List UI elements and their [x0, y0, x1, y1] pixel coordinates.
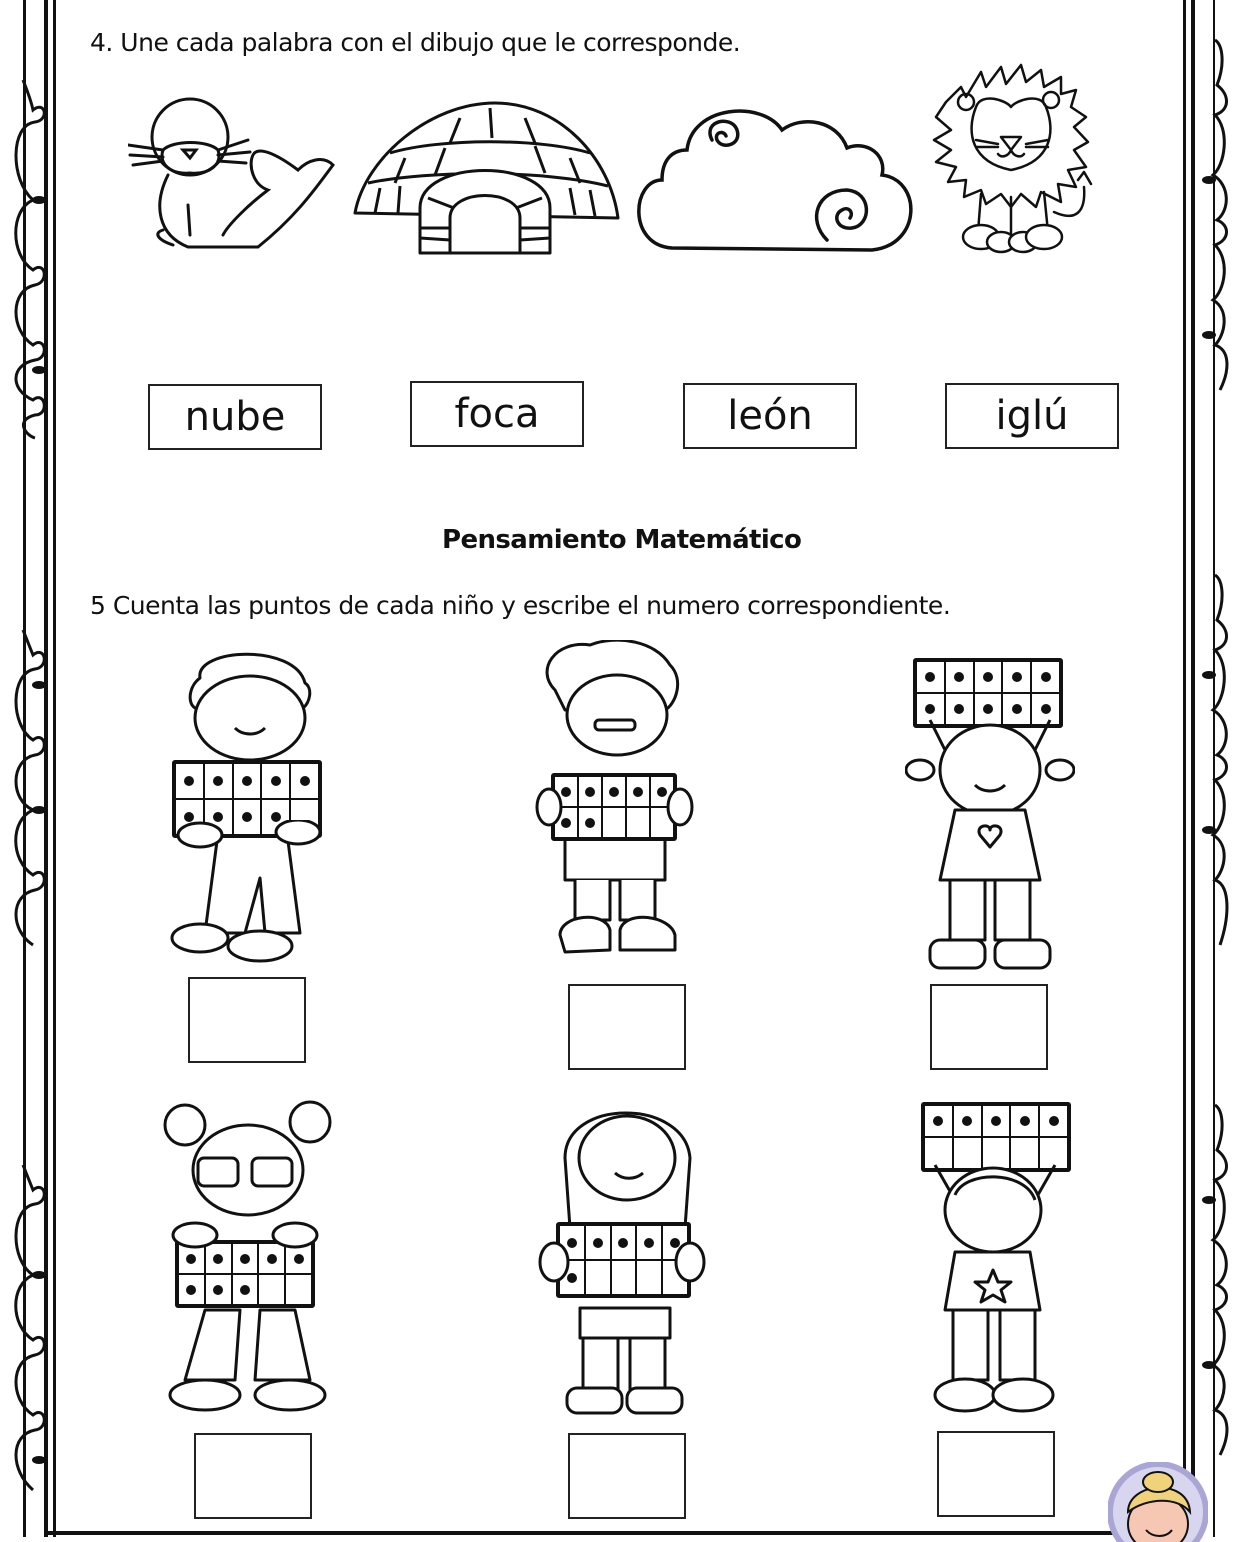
boy-1-hands-icon — [175, 820, 325, 850]
girl-2-hands-icon — [170, 1220, 320, 1250]
ten-frame-girl-2 — [175, 1240, 315, 1308]
ten-frame-cell-dot — [916, 661, 945, 693]
vine-right-bottom-icon — [1195, 1100, 1240, 1460]
ten-frame-cell-empty — [258, 1274, 285, 1305]
frame-right-inner-1 — [1183, 0, 1186, 1537]
ten-frame-cell-dot — [1031, 661, 1060, 693]
boy-3-figure-icon — [915, 1160, 1075, 1422]
ten-frame-cell-dot — [205, 1274, 232, 1305]
exercise-4-instruction: 4. Une cada palabra con el dibujo que le corresponde. — [90, 28, 741, 57]
ten-frame-cell-dot — [945, 661, 974, 693]
word-box-nube[interactable]: nube — [148, 384, 322, 450]
vine-left-bottom-icon — [5, 1160, 50, 1500]
ten-frame-cell-dot — [178, 1274, 205, 1305]
seal-icon[interactable] — [128, 95, 338, 255]
answer-box-boy-1[interactable] — [188, 977, 306, 1063]
ten-frame-cell-dot — [233, 763, 262, 799]
frame-left-inner-2 — [53, 0, 56, 1537]
ten-frame-cell-dot — [1002, 661, 1031, 693]
answer-box-girl-3[interactable] — [568, 1433, 686, 1519]
vine-right-top-icon — [1195, 35, 1240, 395]
answer-box-boy-3[interactable] — [937, 1431, 1055, 1517]
author-logo-icon — [1108, 1462, 1208, 1542]
answer-box-girl-2[interactable] — [194, 1433, 312, 1519]
word-box-foca[interactable]: foca — [410, 381, 584, 447]
ten-frame-cell-dot — [204, 763, 233, 799]
ten-frame-cell-dot — [982, 1105, 1011, 1137]
ten-frame-cell-dot — [290, 763, 319, 799]
vine-right-middle-icon — [1195, 570, 1240, 950]
frame-bottom — [48, 1531, 1188, 1535]
ten-frame-cell-dot — [953, 1105, 982, 1137]
girl-3-hands-icon — [538, 1240, 708, 1285]
vine-left-top-icon — [5, 70, 50, 440]
answer-box-boy-2[interactable] — [568, 984, 686, 1070]
lion-icon[interactable] — [926, 62, 1098, 257]
ten-frame-cell-dot — [1010, 1105, 1039, 1137]
ten-frame-cell-dot — [232, 1274, 259, 1305]
exercise-5-instruction: 5 Cuenta las puntos de cada niño y escribe el numero correspondiente. — [90, 591, 951, 620]
igloo-icon[interactable] — [350, 98, 622, 258]
girl-1-figure-icon — [905, 715, 1075, 977]
ten-frame-cell-dot — [1039, 1105, 1068, 1137]
boy-2-hands-icon — [535, 785, 695, 830]
ten-frame-cell-dot — [924, 1105, 953, 1137]
vine-left-middle-icon — [5, 625, 50, 955]
section-title: Pensamiento Matemático — [442, 525, 802, 555]
ten-frame-cell-dot — [175, 763, 204, 799]
ten-frame-cell-empty — [285, 1274, 312, 1305]
word-box-iglu[interactable]: iglú — [945, 383, 1119, 449]
word-box-leon[interactable]: león — [683, 383, 857, 449]
ten-frame-cell-dot — [261, 763, 290, 799]
cloud-icon[interactable] — [632, 100, 914, 255]
answer-box-girl-1[interactable] — [930, 984, 1048, 1070]
ten-frame-cell-dot — [974, 661, 1003, 693]
